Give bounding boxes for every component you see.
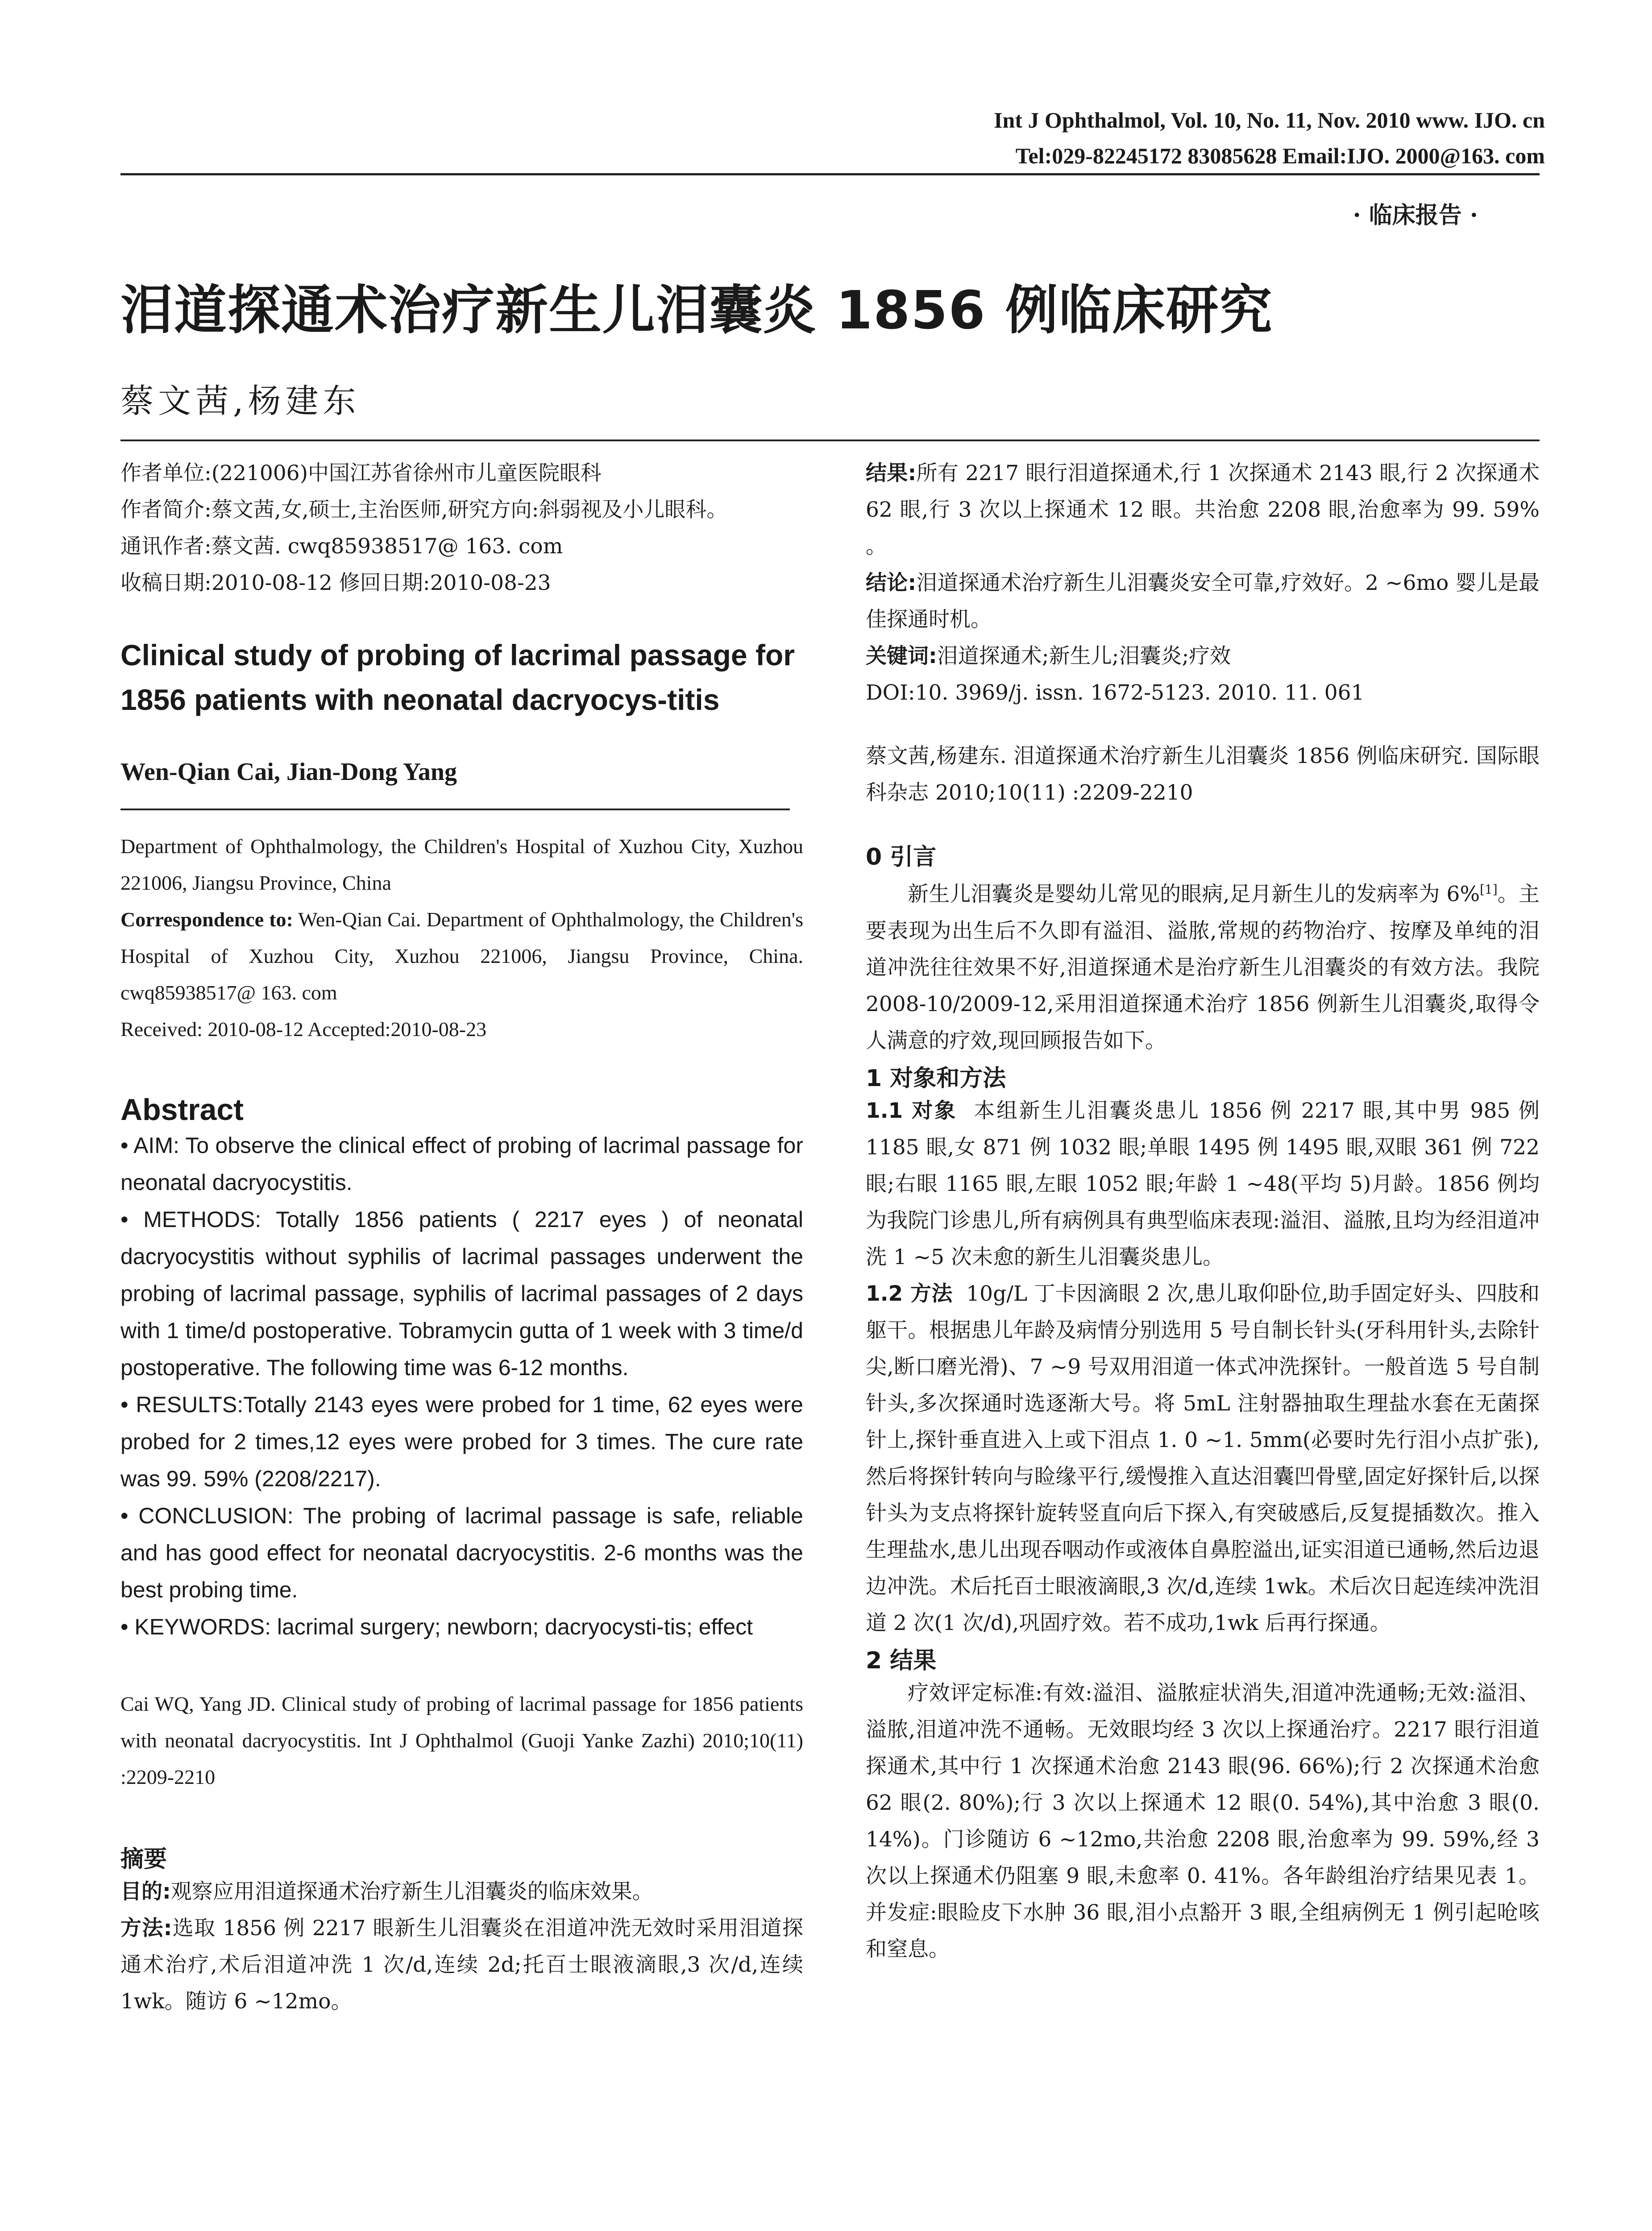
affiliation-cn: 作者单位:(221006)中国江苏省徐州市儿童医院眼科 xyxy=(120,461,602,485)
abstract-cn-methods-text: 选取 1856 例 2217 眼新生儿泪囊炎在泪道冲洗无效时采用泪道探通术治疗,术后泪道冲洗 1 次/d,连续 2d;托百士眼液滴眼,3 次/d,连续 1wk。随访 6 ~12mo。 xyxy=(120,1916,804,2014)
section2-heading: 2 结果 xyxy=(866,1647,937,1674)
section-tag: · 临床报告 · xyxy=(1353,202,1478,229)
abstract-cn-conclusion-text: 泪道探通术治疗新生儿泪囊炎安全可靠,疗效好。2 ~6mo 婴儿是最佳探通时机。 xyxy=(866,571,1540,632)
journal-header-line2: Tel:029-82245172 83085628 Email:IJO. 2000@163. com xyxy=(1015,143,1545,168)
article-title-cn: 泪道探通术治疗新生儿泪囊炎 1856 例临床研究 xyxy=(120,279,1273,341)
intro-text: 新生儿泪囊炎是婴幼儿常见的眼病,足月新生儿的发病率为 6% xyxy=(908,882,1480,907)
abstract-aim: • AIM: To observe the clinical effect of probing of lacrimal passage for neonatal dacryocystitis. xyxy=(120,1133,803,1195)
header-rule xyxy=(120,173,1540,175)
authors-cn: 蔡文茜,杨建东 xyxy=(120,382,361,420)
abstract-methods: • METHODS: Totally 1856 patients ( 2217 eyes ) of neonatal dacryocystitis without syphilis of lacrimal passages underwent the probing of lacrimal passage, syphilis of lacrimal passages of 2 days with 1 time/d postoperative. Tobramycin gutta of 1 week with 3 time/d postoperative. The following time was 6-12 months. xyxy=(120,1207,803,1380)
correspondence-en xyxy=(120,901,803,1011)
abstract-results: • RESULTS:Totally 2143 eyes were probed for 1 time, 62 eyes were probed for 2 times,12 eyes were probed for 3 times. The cure rate was 99. 59% (2208/2217). xyxy=(120,1392,803,1491)
abstract-cn-keywords-label: 关键词: xyxy=(866,644,937,668)
left-column xyxy=(120,455,803,2020)
dates-cn: 收稿日期:2010-08-12 修回日期:2010-08-23 xyxy=(120,571,551,595)
intro-heading: 0 引言 xyxy=(866,844,937,871)
citation-en: Cai WQ, Yang JD. Clinical study of probing of lacrimal passage for 1856 patients with neonatal dacryocystitis. Int J Ophthalmol (Guoji Yanke Zazhi) 2010;10(11) :2209-2210 xyxy=(120,1692,803,1788)
abstract-cn-aim-text: 观察应用泪道探通术治疗新生儿泪囊炎的临床效果。 xyxy=(170,1879,653,1904)
section1-1-label: 1.1 对象 xyxy=(866,1098,957,1123)
abstract-heading: Abstract xyxy=(120,1093,244,1127)
correspondence-cn: 通讯作者:蔡文茜. cwq85938517@ 163. com xyxy=(120,534,563,559)
journal-header-line1: Int J Ophthalmol, Vol. 10, No. 11, Nov. 2010 www. IJO. cn xyxy=(994,108,1545,133)
author-bio-cn: 作者简介:蔡文茜,女,硕士,主治医师,研究方向:斜弱视及小儿眼科。 xyxy=(120,498,728,522)
abstract-cn-conclusion-label: 结论: xyxy=(866,571,917,595)
abstract-cn-results xyxy=(866,455,1540,565)
correspondence-label: Correspondence to: xyxy=(120,908,293,931)
received-en: Received: 2010-08-12 Accepted:2010-08-23 xyxy=(120,1018,487,1041)
doi: DOI:10. 3969/j. issn. 1672-5123. 2010. 11. 061 xyxy=(866,680,1365,705)
abstract-keywords: • KEYWORDS: lacrimal surgery; newborn; dacryocysti-tis; effect xyxy=(120,1614,753,1639)
section1-2-paragraph xyxy=(866,1276,1540,1642)
department-en: Department of Ophthalmology, the Children's Hospital of Xuzhou City, Xuzhou 221006, Jiangsu Province, China xyxy=(120,835,803,894)
citation-cn: 蔡文茜,杨建东. 泪道探通术治疗新生儿泪囊炎 1856 例临床研究. 国际眼科杂志 2010;10(11) :2209-2210 xyxy=(866,744,1540,805)
title-rule xyxy=(120,440,1540,441)
abstract-cn-heading: 摘要 xyxy=(120,1846,167,1873)
right-column xyxy=(866,455,1540,1968)
abstract-cn-results-label: 结果: xyxy=(866,461,917,485)
abstract-cn-conclusion xyxy=(866,565,1540,638)
intro-paragraph xyxy=(866,871,1540,1059)
intro-text-cont: 。主要表现为出生后不久即有溢泪、溢脓,常规的药物治疗、按摩及单纯的泪道冲洗往往效果不好,泪道探通术是治疗新生儿泪囊炎的有效方法。我院 2008-10/2009-12,采用泪道探通术治疗 1856 例新生儿泪囊炎,取得令人满意的疗效,现回顾报告如下。 xyxy=(866,882,1540,1053)
abstract-conclusion: • CONCLUSION: The probing of lacrimal passage is safe, reliable and has good effect for neonatal dacryocystitis. 2-6 months was the best probing time. xyxy=(120,1503,803,1602)
correspondence-text: Wen-Qian Cai. Department of Ophthalmology, the Children's Hospital of Xuzhou City, Xuzhou 221006, Jiangsu Province, China. cwq85938517@ 163. com xyxy=(120,908,803,1004)
abstract-cn-methods-label: 方法: xyxy=(120,1916,172,1941)
article-title-en: Clinical study of probing of lacrimal passage for 1856 patients with neonatal dacryocys-titis xyxy=(120,639,795,716)
intro-reference[interactable]: [1] xyxy=(1480,882,1498,897)
section1-1-paragraph xyxy=(866,1093,1540,1276)
section2-paragraph: 疗效评定标准:有效:溢泪、溢脓症状消失,泪道冲洗通畅;无效:溢泪、溢脓,泪道冲洗不通畅。无效眼均经 3 次以上探通治疗。2217 眼行泪道探通术,其中行 1 次探通术治愈 2143 眼(96. 66%);行 2 次探通术治愈 62 眼(2. 80%);行 3 次以上探通术 12 眼(0. 54%),其中治愈 3 眼(0. 14%)。门诊随访 6 ~12mo,共治愈 2208 眼,治愈率为 99. 59%,经 3 次以上探通术仍阻塞 9 眼,未愈率 0. 41%。各年龄组治疗结果见表 1。并发症:眼睑皮下水肿 36 眼,泪小点豁开 3 眼,全组病例无 1 例引起呛咳和窒息。 xyxy=(866,1680,1540,1961)
abstract-cn-results-text: 所有 2217 眼行泪道探通术,行 1 次探通术 2143 眼,行 2 次探通术 62 眼,行 3 次以上探通术 12 眼。共治愈 2208 眼,治愈率为 99. 59% 。 xyxy=(866,461,1540,559)
abstract-cn-keywords xyxy=(866,638,1540,675)
abstract-cn-methods xyxy=(120,1910,803,2020)
abstract-cn-aim xyxy=(120,1874,803,1910)
author-rule xyxy=(120,809,790,810)
authors-en: Wen-Qian Cai, Jian-Dong Yang xyxy=(120,758,457,786)
section1-2-label: 1.2 方法 xyxy=(866,1281,953,1306)
section1-2-text: 10g/L 丁卡因滴眼 2 次,患儿取仰卧位,助手固定好头、四肢和躯干。根据患儿年龄及病情分别选用 5 号自制长针头(牙科用针头,去除针尖,断口磨光滑)、7 ~9 号双用泪道一体式冲洗探针。一般首选 5 号自制针头,多次探通时选逐渐大号。将 5mL 注射器抽取生理盐水套在无菌探针上,探针垂直进入上或下泪点 1. 0 ~1. 5mm(必要时先行泪小点扩张),然后将探针转向与睑缘平行,缓慢推入直达泪囊凹骨壁,固定好探针后,以探针头为支点将探针旋转竖直向后下探入,有突破感后,反复提插数次。推入生理盐水,患儿出现吞咽动作或液体自鼻腔溢出,证实泪道已通畅,然后边退边冲洗。术后托百士眼液滴眼,3 次/d,连续 1wk。术后次日起连续冲洗泪道 2 次(1 次/d),巩固疗效。若不成功,1wk 后再行探通。 xyxy=(866,1281,1540,1635)
abstract-cn-aim-label: 目的: xyxy=(120,1879,171,1904)
section1-1-text: 本组新生儿泪囊炎患儿 1856 例 2217 眼,其中男 985 例 1185 眼,女 871 例 1032 眼;单眼 1495 例 1495 眼,双眼 361 例 722 眼;右眼 1165 眼,左眼 1052 眼;年龄 1 ~48(平均 5)月龄。1856 例均为我院门诊患儿,所有病例具有典型临床表现:溢泪、溢脓,且均为经泪道冲洗 1 ~5 次未愈的新生儿泪囊炎患儿。 xyxy=(866,1098,1540,1269)
section1-heading: 1 对象和方法 xyxy=(866,1065,1006,1092)
abstract-cn-keywords-text: 泪道探通术;新生儿;泪囊炎;疗效 xyxy=(937,644,1231,668)
